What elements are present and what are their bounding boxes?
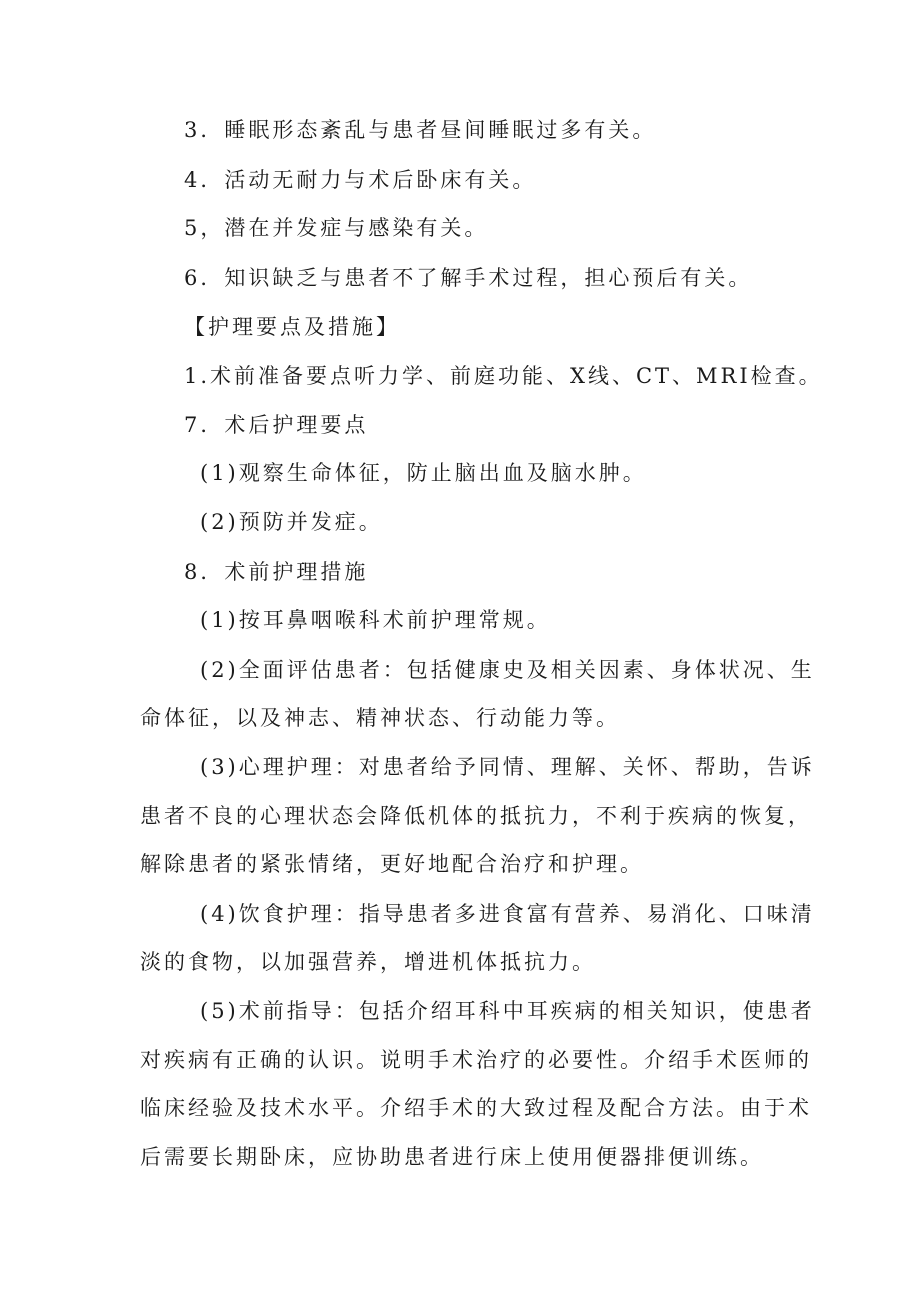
text-line: 命体征，以及神志、精神状态、行动能力等。	[140, 706, 620, 730]
text-line: 淡的食物，以加强营养，增进机体抵抗力。	[140, 950, 596, 974]
text-line: (1)按耳鼻咽喉科术前护理常规。	[200, 608, 551, 632]
text-line: 7．术后护理要点	[184, 413, 369, 437]
text-line: 患者不良的心理状态会降低机体的抵抗力，不利于疾病的恢复，	[140, 804, 812, 828]
text-line: 后需要长期卧床，应协助患者进行床上使用便器排便训练。	[140, 1145, 764, 1169]
text-line: 5，潜在并发症与感染有关。	[184, 216, 489, 240]
text-line: 6．知识缺乏与患者不了解手术过程，担心预后有关。	[184, 266, 753, 290]
text-line: (5)术前指导：包括介绍耳科中耳疾病的相关知识，使患者	[200, 999, 815, 1023]
text-line: (4)饮食护理：指导患者多进食富有营养、易消化、口味清	[200, 902, 815, 926]
text-line: 解除患者的紧张情绪，更好地配合治疗和护理。	[140, 852, 644, 876]
text-line: 3．睡眠形态紊乱与患者昼间睡眠过多有关。	[184, 118, 657, 142]
text-line: 8．术前护理措施	[184, 560, 369, 584]
section-heading: 【护理要点及措施】	[184, 315, 400, 339]
text-line: (3)心理护理：对患者给予同情、理解、关怀、帮助，告诉	[200, 755, 815, 779]
text-line: 4．活动无耐力与术后卧床有关。	[184, 168, 537, 192]
text-line: 1.术前准备要点听力学、前庭功能、X线、CT、MRI检查。	[184, 364, 823, 388]
text-line: 对疾病有正确的认识。说明手术治疗的必要性。介绍手术医师的	[140, 1048, 812, 1072]
text-line: (1)观察生命体征，防止脑出血及脑水肿。	[200, 461, 647, 485]
text-line: 临床经验及技术水平。介绍手术的大致过程及配合方法。由于术	[140, 1096, 812, 1120]
text-line: (2)预防并发症。	[200, 510, 383, 534]
text-line: (2)全面评估患者：包括健康史及相关因素、身体状况、生	[200, 658, 815, 682]
